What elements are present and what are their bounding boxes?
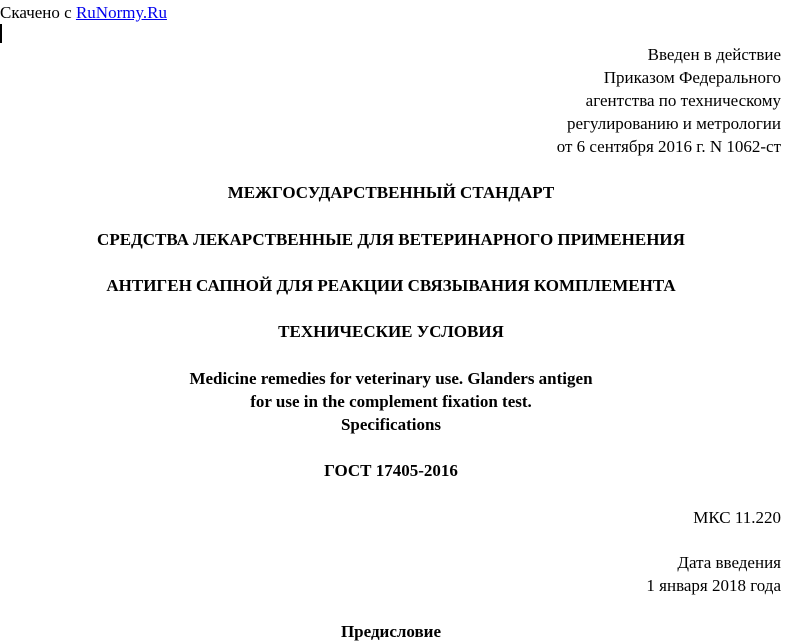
- download-note: [0, 1, 167, 24]
- english-title-line: Specifications: [340, 415, 442, 434]
- title-line-2: АНТИГЕН САПНОЙ ДЛЯ РЕАКЦИИ СВЯЗЫВАНИЯ КОМПЛЕМЕНТА: [106, 276, 676, 295]
- mks-value: МКС 11.220: [693, 508, 781, 527]
- runormy-link[interactable]: RuNormy.Ru: [75, 3, 167, 22]
- title-line-3: ТЕХНИЧЕСКИЕ УСЛОВИЯ: [278, 322, 504, 341]
- title-line-1: СРЕДСТВА ЛЕКАРСТВЕННЫЕ ДЛЯ ВЕТЕРИНАРНОГО ПРИМЕНЕНИЯ: [97, 230, 685, 249]
- enactment-line: от 6 сентября 2016 г. N 1062-ст: [556, 137, 781, 156]
- english-title-line: for use in the complement fixation test.: [250, 392, 532, 411]
- download-note-prefix: Скачено с: [0, 3, 72, 22]
- text-cursor: [0, 24, 2, 43]
- enactment-line: Приказом Федерального: [603, 68, 781, 87]
- enactment-block: [557, 43, 781, 158]
- preface-heading: Предисловие: [340, 622, 442, 641]
- enactment-line: регулированию и метрологии: [566, 114, 781, 133]
- gost-number: ГОСТ 17405-2016: [324, 461, 458, 480]
- enactment-line: Введен в действие: [647, 45, 781, 64]
- mks-code: [693, 506, 781, 529]
- english-title: [0, 367, 782, 436]
- introduction-label: Дата введения: [677, 553, 781, 572]
- enactment-line: агентства по техническому: [585, 91, 781, 110]
- english-title-line: Medicine remedies for veterinary use. Glanders antigen: [189, 369, 593, 388]
- introduction-date: 1 января 2018 года: [646, 576, 781, 595]
- introduction-date-block: [646, 551, 781, 597]
- standard-type-heading: МЕЖГОСУДАРСТВЕННЫЙ СТАНДАРТ: [227, 183, 555, 202]
